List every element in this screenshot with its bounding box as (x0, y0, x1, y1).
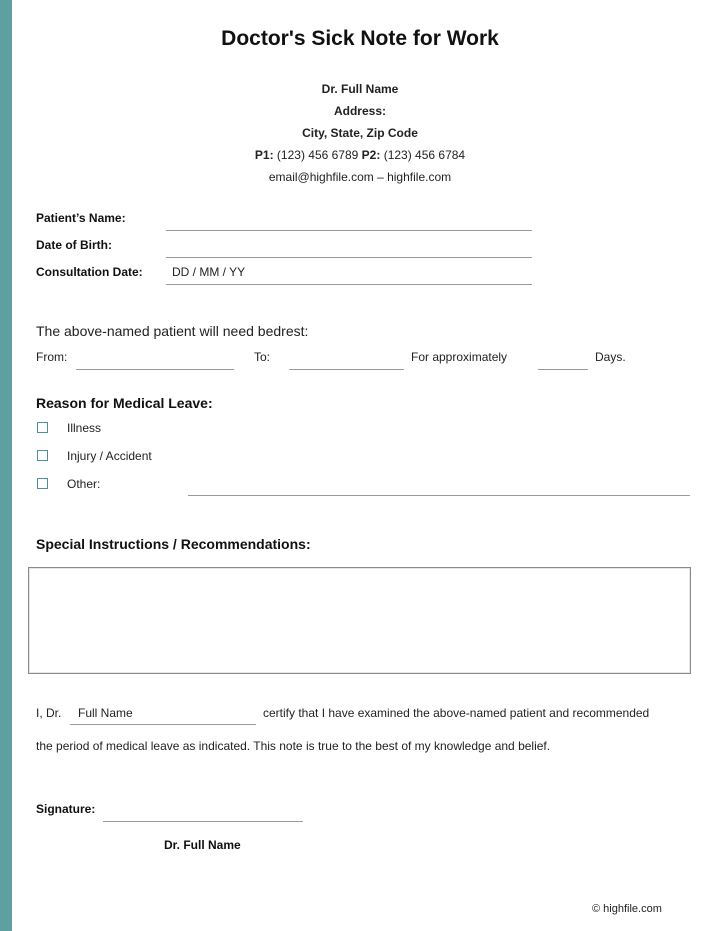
from-field[interactable] (76, 369, 234, 370)
other-field[interactable] (188, 495, 690, 496)
doctor-name: Dr. Full Name (321, 82, 399, 96)
doctor-phones (0, 148, 720, 162)
patient-name-field[interactable] (166, 230, 532, 231)
instructions-heading: Special Instructions / Recommendations: (36, 536, 311, 552)
phone2-label: P2: (361, 148, 381, 162)
patient-name-label: Patient’s Name: (36, 211, 126, 225)
approx-label: For approximately (411, 350, 508, 364)
footer-copyright: © highfile.com (592, 903, 662, 915)
doctor-city-line: City, State, Zip Code (302, 126, 418, 140)
instructions-textarea[interactable] (28, 567, 691, 674)
doctor-address-label: Address: (333, 104, 386, 118)
other-label: Other: (67, 477, 101, 491)
signature-label: Signature: (36, 802, 96, 816)
certify-doctor-name-field[interactable] (70, 724, 256, 725)
to-label: To: (254, 350, 271, 364)
dob-label: Date of Birth: (36, 238, 112, 252)
bedrest-heading: The above-named patient will need bedrest: (36, 323, 309, 339)
certify-prefix: I, Dr. (36, 706, 62, 720)
signature-doctor-name: Dr. Full Name (164, 838, 241, 852)
certify-line2: the period of medical leave as indicated. This note is true to the best of my knowledge and belief. (36, 739, 551, 753)
page-title: Doctor's Sick Note for Work (221, 27, 499, 50)
from-label: From: (36, 350, 68, 364)
certify-doctor-name-value[interactable]: Full Name (78, 706, 133, 720)
phone1-value: (123) 456 6789 (276, 148, 359, 162)
illness-checkbox[interactable] (37, 422, 48, 433)
consultation-date-label: Consultation Date: (36, 265, 143, 279)
dob-field[interactable] (166, 257, 532, 258)
reason-heading: Reason for Medical Leave: (36, 395, 213, 411)
signature-field[interactable] (103, 821, 303, 822)
illness-label: Illness (67, 421, 102, 435)
days-label: Days. (595, 350, 626, 364)
doctor-email-line: email@highfile.com – highfile.com (268, 170, 452, 184)
injury-label: Injury / Accident (67, 449, 152, 463)
certify-line1: certify that I have examined the above-named patient and recommended (263, 706, 650, 720)
to-field[interactable] (289, 369, 404, 370)
injury-checkbox[interactable] (37, 450, 48, 461)
phone2-value: (123) 456 6784 (383, 148, 466, 162)
consultation-date-field[interactable] (166, 284, 532, 285)
days-field[interactable] (538, 369, 588, 370)
other-checkbox[interactable] (37, 478, 48, 489)
phone1-label: P1: (254, 148, 274, 162)
consultation-date-value[interactable]: DD / MM / YY (172, 265, 246, 279)
